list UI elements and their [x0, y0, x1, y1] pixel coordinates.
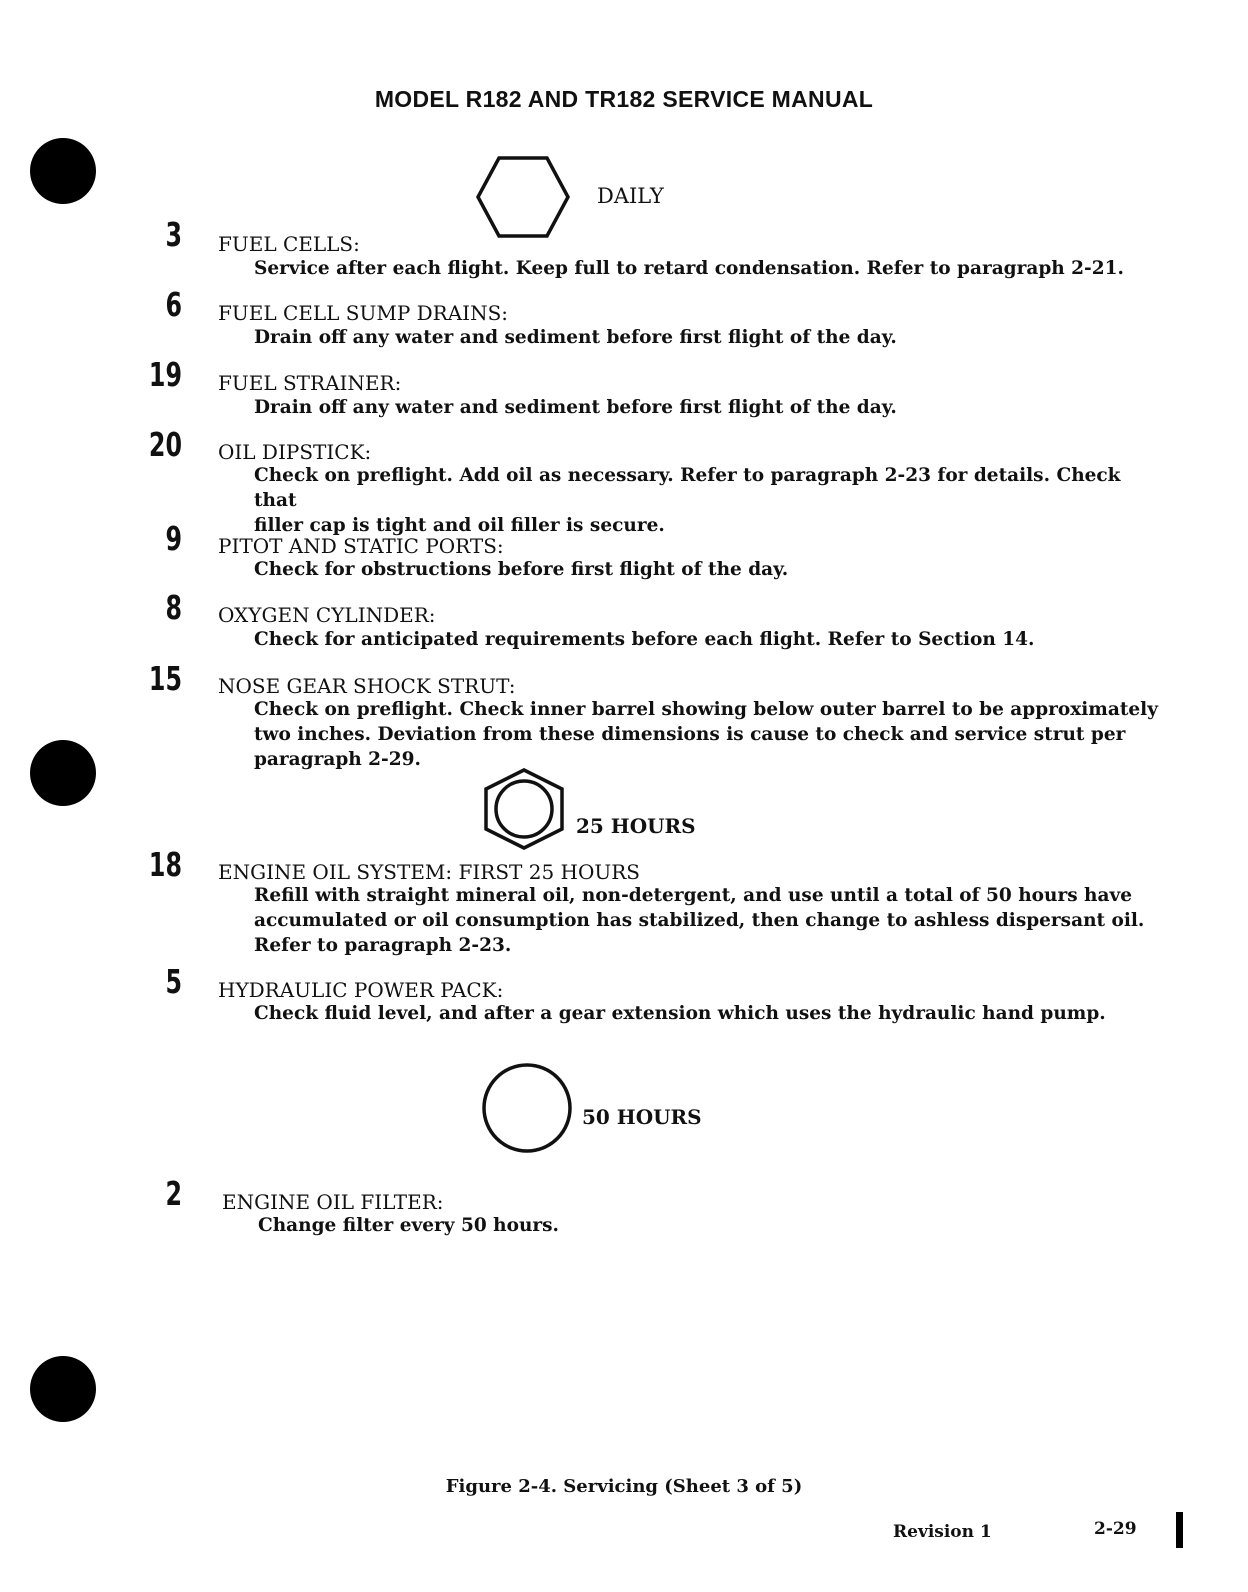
- interval-25-hours-label: 25 HOURS: [576, 814, 696, 838]
- item-description-line: Refer to paragraph 2-23.: [254, 935, 512, 956]
- item-description: [254, 325, 1159, 350]
- revision-bar: [1176, 1512, 1183, 1548]
- item-description: [254, 627, 1159, 652]
- item-description: [254, 557, 1159, 582]
- item-title: OIL DIPSTICK:: [218, 440, 372, 464]
- item-description: [254, 463, 1159, 538]
- item-number: 3: [165, 215, 182, 254]
- binder-hole-bottom: [30, 1356, 96, 1422]
- item-title: ENGINE OIL FILTER:: [222, 1190, 444, 1214]
- page-number: 2-29: [1094, 1519, 1137, 1539]
- item-description-line: two inches. Deviation from these dimensions is cause to check and service strut per: [254, 724, 1126, 745]
- item-title: NOSE GEAR SHOCK STRUT:: [218, 674, 516, 698]
- circle-icon: [480, 1061, 574, 1155]
- item-number: 6: [165, 285, 182, 324]
- item-number: 19: [148, 355, 182, 394]
- interval-daily-label: DAILY: [597, 184, 664, 208]
- item-title: FUEL STRAINER:: [218, 371, 402, 395]
- item-description-line: accumulated or oil consumption has stabilized, then change to ashless dispersant oil.: [254, 910, 1145, 931]
- item-description-line: Check for anticipated requirements before each flight. Refer to Section 14.: [254, 629, 1035, 650]
- hexagon-with-circle-icon: [480, 767, 568, 851]
- figure-caption: Figure 2-4. Servicing (Sheet 3 of 5): [445, 1476, 803, 1497]
- item-title: FUEL CELL SUMP DRAINS:: [218, 301, 509, 325]
- interval-50-hours-label: 50 HOURS: [582, 1105, 702, 1129]
- item-description-line: Refill with straight mineral oil, non-detergent, and use until a total of 50 hours have: [254, 885, 1133, 906]
- item-title: OXYGEN CYLINDER:: [218, 603, 436, 627]
- item-description-line: Check on preflight. Check inner barrel showing below outer barrel to be approximately: [254, 699, 1158, 720]
- item-description-line: Drain off any water and sediment before first flight of the day.: [254, 397, 897, 418]
- item-number: 15: [148, 659, 182, 698]
- item-number: 20: [148, 425, 182, 464]
- revision-label: Revision 1: [893, 1522, 992, 1542]
- binder-hole-middle: [30, 740, 96, 806]
- item-number: 2: [165, 1174, 182, 1213]
- page-title: MODEL R182 AND TR182 SERVICE MANUAL: [374, 86, 874, 112]
- item-description-line: Drain off any water and sediment before first flight of the day.: [254, 327, 897, 348]
- item-number: 8: [165, 588, 182, 627]
- item-description-line: Check for obstructions before first flight of the day.: [254, 559, 789, 580]
- item-title: FUEL CELLS:: [218, 232, 360, 256]
- item-description: [254, 1001, 1159, 1026]
- item-number: 18: [148, 845, 182, 884]
- item-description-line: Service after each flight. Keep full to retard condensation. Refer to paragraph 2-21.: [254, 258, 1124, 279]
- item-description-line: Change filter every 50 hours.: [258, 1215, 559, 1236]
- item-description-line: paragraph 2-29.: [254, 749, 421, 770]
- item-description: [254, 697, 1159, 772]
- item-number: 5: [165, 962, 182, 1001]
- item-title: HYDRAULIC POWER PACK:: [218, 978, 504, 1002]
- hexagon-icon: [475, 155, 571, 239]
- item-description-line: filler cap is tight and oil filler is secure.: [254, 515, 665, 536]
- item-title: PITOT AND STATIC PORTS:: [218, 534, 504, 558]
- item-number: 9: [165, 519, 182, 558]
- item-description: [254, 256, 1159, 281]
- item-description: [258, 1213, 1163, 1238]
- item-title: ENGINE OIL SYSTEM: FIRST 25 HOURS: [218, 860, 640, 884]
- item-description: [254, 395, 1159, 420]
- binder-hole-top: [30, 138, 96, 204]
- item-description-line: Check fluid level, and after a gear extension which uses the hydraulic hand pump.: [254, 1003, 1106, 1024]
- item-description: [254, 883, 1159, 958]
- item-description-line: Check on preflight. Add oil as necessary. Refer to paragraph 2-23 for details. Check that: [254, 465, 1121, 511]
